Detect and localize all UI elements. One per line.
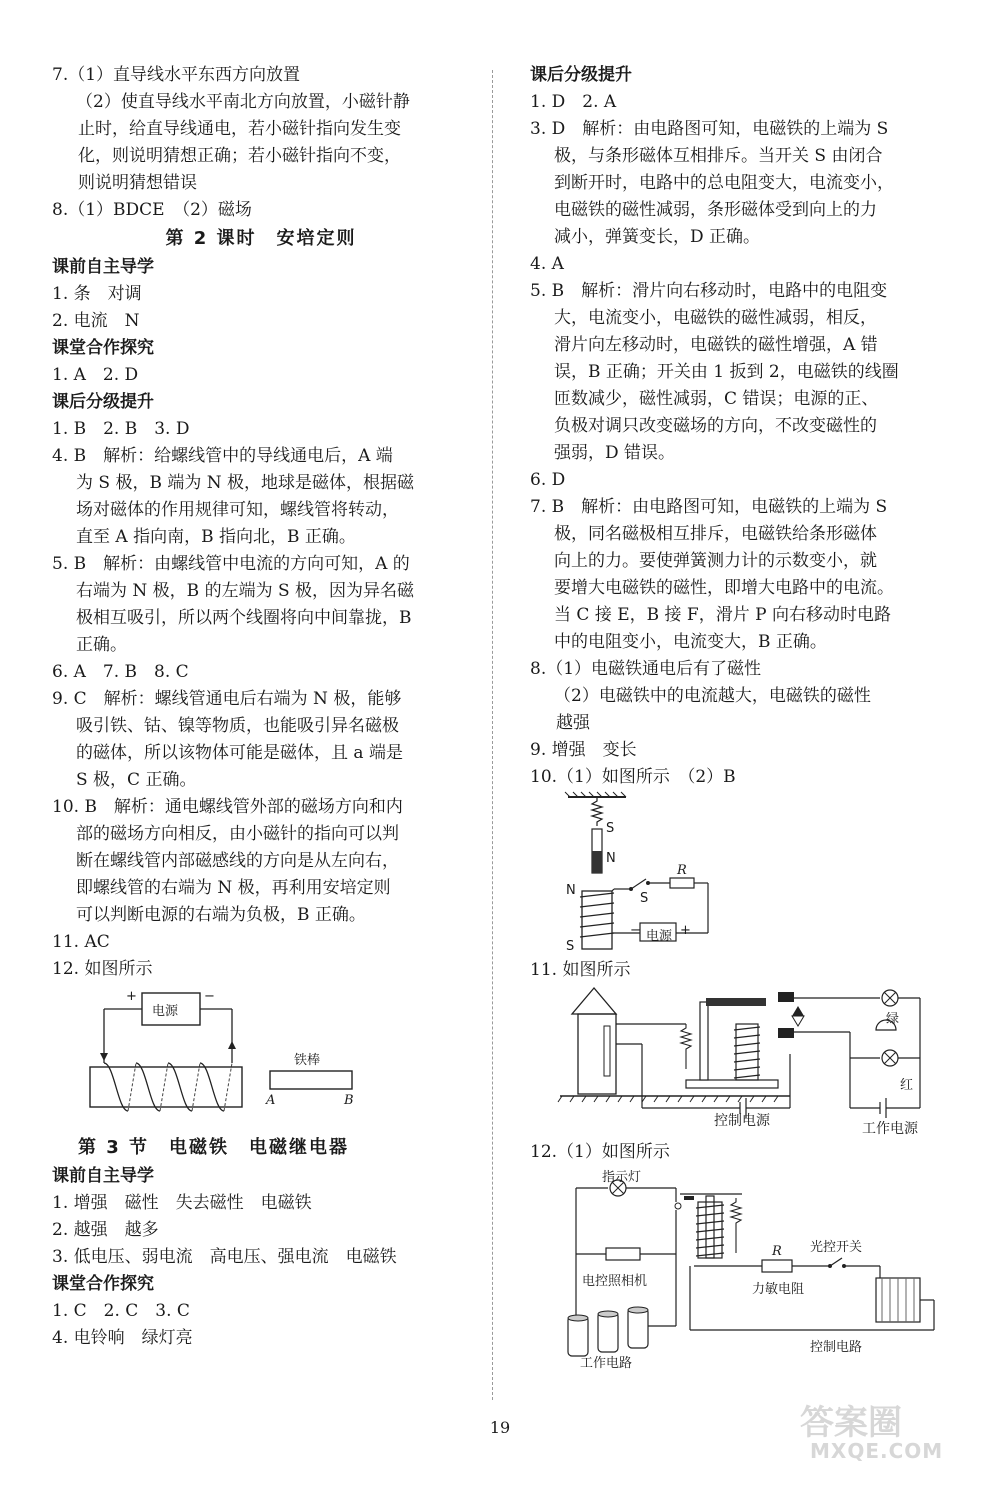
answer-line: 电磁铁的磁性减弱，条形磁体受到向上的力: [554, 200, 877, 220]
coil-s-label: S: [566, 939, 575, 954]
answer-line: 向上的力。要使弹簧测力计的示数变小，就: [554, 551, 877, 571]
column-divider: [492, 70, 493, 1400]
answer-line: 场对磁体的作用规律可知，螺线管将转动，: [76, 500, 399, 520]
power-label: 电源: [152, 1004, 179, 1019]
answer-line: 2. 电流 N: [52, 311, 140, 331]
page-number: 19: [489, 1418, 511, 1437]
section-title: 第 3 节 电磁铁 电磁继电器: [78, 1137, 350, 1158]
resistor-r-label: R: [772, 1244, 782, 1259]
heading-class: 课堂合作探究: [52, 1274, 154, 1294]
relay-alarm-figure: [530, 984, 950, 1139]
answer-line: 可以判断电源的右端为负极，B 正确。: [76, 905, 366, 925]
answer-line: 1. C 2. C 3. C: [52, 1301, 190, 1321]
end-a-label: A: [266, 1093, 276, 1108]
work-circuit-label: 工作电路: [580, 1356, 633, 1371]
q7-line: 则说明猜想错误: [78, 173, 197, 193]
minus-label: −: [630, 923, 641, 938]
answer-line: 1. 条 对调: [52, 284, 142, 304]
answer-line: 为 S 极，B 端为 N 极，地球是磁体，根据磁: [76, 473, 415, 493]
answer-line: 4. A: [530, 254, 564, 274]
plus-label: +: [680, 923, 691, 938]
force-resistor-label: 力敏电阻: [752, 1282, 805, 1297]
camera-relay-figure: [530, 1166, 950, 1371]
electromagnet-figure: [530, 791, 950, 957]
answer-line: 11. AC: [52, 932, 110, 952]
answer-line: 越强: [556, 713, 590, 733]
answer-line: 5. B 解析：由螺线管中电流的方向可知，A 的: [52, 554, 410, 574]
answer-line: 4. 电铃响 绿灯亮: [52, 1328, 193, 1348]
answer-line: 9. C 解析：螺线管通电后右端为 N 极，能够: [52, 689, 402, 709]
answer-line: 1. B 2. B 3. D: [52, 419, 190, 439]
answer-line: 即螺线管的右端为 N 极，再利用安培定则: [76, 878, 391, 898]
answer-line: 1. A 2. D: [52, 365, 139, 385]
solenoid-figure: [52, 983, 470, 1133]
answer-line: 2. 越强 越多: [52, 1220, 159, 1240]
answer-line: 正确。: [76, 635, 127, 655]
answer-line: 10.（1）如图所示 （2）B: [530, 767, 736, 787]
answer-line: 中的电阻变小，电流变大，B 正确。: [554, 632, 827, 652]
answer-line: 3. D 解析：由电路图可知，电磁铁的上端为 S: [530, 119, 889, 139]
heading-pre: 课前自主导学: [52, 1166, 154, 1186]
answer-line: 部的磁场方向相反，由小磁针的指向可以判: [76, 824, 399, 844]
answer-line: 3. 低电压、弱电流 高电压、强电流 电磁铁: [52, 1247, 397, 1267]
answer-line: 1. D 2. A: [530, 92, 617, 112]
camera-label: 电控照相机: [582, 1274, 648, 1289]
answer-line: 匝数减少，磁性减弱，C 错误；电源的正、: [554, 389, 879, 409]
answer-line: 极，与条形磁体互相排斥。当开关 S 由闭合: [554, 146, 883, 166]
q8-line: 8.（1）BDCE （2）磁场: [52, 200, 252, 220]
left-column: [52, 62, 470, 1352]
answer-line: 6. D: [530, 470, 566, 490]
answer-line: 吸引铁、钴、镍等物质，也能吸引异名磁极: [76, 716, 399, 736]
answer-line: 12.（1）如图所示: [530, 1142, 670, 1162]
watermark-bottom: MXQE.COM: [810, 1439, 944, 1463]
answer-line: 强弱，D 错误。: [554, 443, 676, 463]
heading-post: 课后分级提升: [52, 392, 154, 412]
heading-pre: 课前自主导学: [52, 257, 154, 277]
right-column: [530, 62, 950, 1371]
q7-line: （2）使直导线水平南北方向放置，小磁针静: [76, 92, 410, 112]
answer-line: 减小，弹簧变长，D 正确。: [554, 227, 761, 247]
section-title: 第 2 课时 安培定则: [165, 228, 357, 249]
answer-line: 误，B 正确；开关由 1 扳到 2，电磁铁的线圈: [554, 362, 899, 382]
iron-label: 铁棒: [294, 1053, 321, 1068]
watermark-top: 答案圈: [800, 1403, 902, 1443]
coil-n-label: N: [566, 883, 576, 898]
q7-line: 止时，给直导线通电，若小磁针指向发生变: [78, 119, 401, 139]
work-power-label: 工作电源: [862, 1121, 918, 1137]
heading-class: 课堂合作探究: [52, 338, 154, 358]
heading-post: 课后分级提升: [530, 65, 632, 85]
power-label: 电源: [646, 929, 673, 944]
q7-line: 化，则说明猜想正确；若小磁针指向不变，: [78, 146, 401, 166]
q7-line: 7.（1）直导线水平东西方向放置: [52, 65, 301, 85]
green-lamp-label: 绿: [886, 1012, 900, 1027]
answer-line: 12. 如图所示: [52, 959, 153, 979]
answer-line: 11. 如图所示: [530, 960, 631, 980]
answer-line: 7. B 解析：由电路图可知，电磁铁的上端为 S: [530, 497, 888, 517]
solenoid-diagram: [52, 983, 470, 1133]
answer-line: 4. B 解析：给螺线管中的导线通电后，A 端: [52, 446, 393, 466]
lamp-label: 指示灯: [602, 1170, 642, 1185]
watermark: [780, 1395, 980, 1465]
answer-line: 大，电流变小，电磁铁的磁性减弱，相反，: [554, 308, 877, 328]
answer-line: 当 C 接 E，B 接 F，滑片 P 向右移动时电路: [554, 605, 891, 625]
electromagnet-diagram: [530, 791, 950, 957]
answer-line: 到断开时，电路中的总电阻变大，电流变小，: [554, 173, 894, 193]
light-switch-label: 光控开关: [810, 1240, 863, 1255]
answer-line: 断在螺线管内部磁感线的方向是从左向右，: [76, 851, 399, 871]
answer-line: 极相互吸引，所以两个线圈将向中间靠拢，B: [76, 608, 412, 628]
end-b-label: B: [344, 1093, 354, 1108]
answer-line: 的磁体，所以该物体可能是磁体，且 a 端是: [76, 743, 403, 763]
answer-line: 直至 A 指向南，B 指向北，B 正确。: [76, 527, 356, 547]
resistor-r-label: R: [677, 863, 687, 878]
camera-relay-diagram: [530, 1166, 950, 1366]
answer-line: 极，同名磁极相互排斥，电磁铁给条形磁体: [554, 524, 877, 544]
answer-line: 负极对调只改变磁场的方向，不改变磁性的: [554, 416, 877, 436]
red-lamp-label: 红: [900, 1078, 914, 1093]
answer-line: S 极，C 正确。: [76, 770, 197, 790]
plus-label: +: [126, 989, 137, 1004]
magnet-n-label: N: [606, 851, 616, 866]
magnet-s-label: S: [606, 821, 615, 836]
control-power-label: 控制电源: [714, 1113, 770, 1129]
answer-line: 1. 增强 磁性 失去磁性 电磁铁: [52, 1193, 312, 1213]
control-circuit-label: 控制电路: [810, 1340, 863, 1355]
answer-line: 8.（1）电磁铁通电后有了磁性: [530, 659, 762, 679]
answer-line: （2）电磁铁中的电流越大，电磁铁的磁性: [554, 686, 871, 706]
q7-block: [52, 62, 470, 197]
answer-line: 10. B 解析：通电螺线管外部的磁场方向和内: [52, 797, 403, 817]
answer-line: 滑片向左移动时，电磁铁的磁性增强，A 错: [554, 335, 878, 355]
minus-label: −: [204, 989, 215, 1004]
answer-line: 要增大电磁铁的磁性，即增大电路中的电流。: [554, 578, 894, 598]
switch-label: S: [640, 891, 649, 906]
answer-line: 6. A 7. B 8. C: [52, 662, 189, 682]
answer-line: 右端为 N 极，B 的左端为 S 极，因为异名磁: [76, 581, 415, 601]
answer-line: 9. 增强 变长: [530, 740, 637, 760]
answer-line: 5. B 解析：滑片向右移动时，电路中的电阻变: [530, 281, 888, 301]
